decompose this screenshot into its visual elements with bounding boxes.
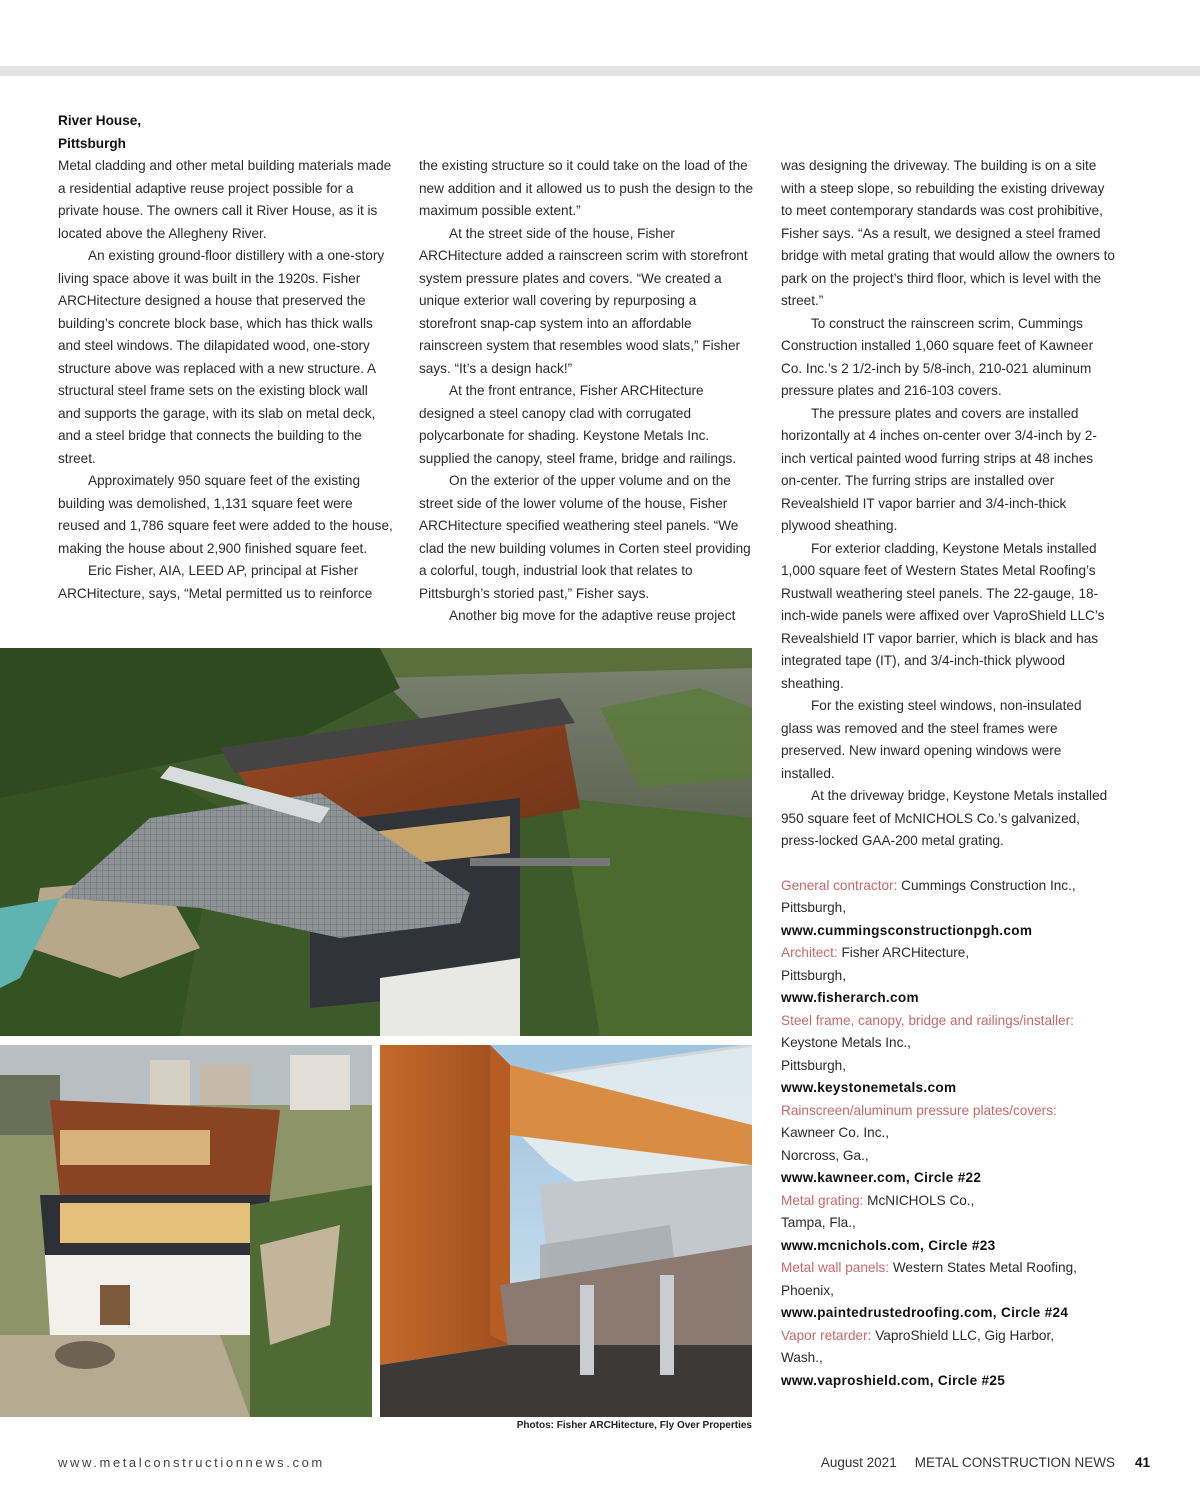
article-column-2 xyxy=(419,155,755,628)
paragraph: Metal cladding and other metal building materials made a residential adaptive reuse project possible for a private house. The owners call it River House, as it is located above the Allegheny River. xyxy=(58,158,392,241)
credit-company: Western States Metal Roofing, xyxy=(892,1260,1077,1275)
credit-location: Norcross, Ga., xyxy=(781,1147,869,1163)
credit-location: Pittsburgh, xyxy=(781,900,846,915)
credit-label: Steel frame, canopy, bridge and railings/installer: xyxy=(781,1012,1074,1028)
credit-company: Kawneer Co. Inc., xyxy=(781,1125,890,1140)
top-band xyxy=(0,66,1200,76)
credit-label: Rainscreen/aluminum pressure plates/covers: xyxy=(781,1102,1057,1118)
paragraph: At the street side of the house, Fisher ARCHitecture added a rainscreen scrim with storefront system pressure plates and covers. “We created a unique exterior wall covering by repurposing a storefront snap-cap system into an affordable rainscreen system that resembles wood slats,” Fisher says. “It’s a design hack!” xyxy=(419,225,748,376)
heading-line-2: Pittsburgh xyxy=(58,135,126,151)
footer-website[interactable]: www.metalconstructionnews.com xyxy=(58,1455,325,1470)
credit-company: Fisher ARCHitecture, xyxy=(841,945,970,960)
paragraph: the existing structure so it could take on the load of the new addition and it allowed us to push the design to the maximum possible extent.” xyxy=(419,158,754,218)
paragraph: For the existing steel windows, non-insulated glass was removed and the steel frames were preserved. New inward opening windows were installed. xyxy=(781,698,1082,781)
paragraph: Another big move for the adaptive reuse project xyxy=(449,608,736,623)
credit-label: Architect: xyxy=(781,945,838,960)
article-heading xyxy=(58,110,394,155)
credit-location: Wash., xyxy=(781,1350,823,1365)
paragraph: Eric Fisher, AIA, LEED AP, principal at Fisher ARCHitecture, says, “Metal permitted us to reinforce xyxy=(58,563,373,601)
credit-url[interactable]: www.kawneer.com, Circle #22 xyxy=(781,1170,982,1185)
credit-entry xyxy=(781,1325,1115,1393)
house-hillside-illustration xyxy=(0,1045,372,1417)
credit-location: Phoenix, xyxy=(781,1282,834,1298)
credit-location: Pittsburgh, xyxy=(781,967,846,983)
paragraph: Approximately 950 square feet of the existing building was demolished, 1,131 square feet were reused and 1,786 square feet were added to the house, making the house about 2,900 finished square feet. xyxy=(58,473,393,556)
heading-line-1: River House, xyxy=(58,113,142,128)
article-column-3 xyxy=(781,155,1115,1392)
credit-url[interactable]: www.keystonemetals.com xyxy=(781,1080,957,1095)
credit-location: Tampa, Fla., xyxy=(781,1215,856,1230)
credit-url[interactable]: www.vaproshield.com, Circle #25 xyxy=(781,1372,1006,1388)
credit-entry xyxy=(781,875,1115,943)
photo-credit-caption: Photos: Fisher ARCHitecture, Fly Over Properties xyxy=(516,1420,752,1431)
credit-label: Vapor retarder: xyxy=(781,1327,872,1343)
credit-url[interactable]: www.mcnichols.com, Circle #23 xyxy=(781,1237,996,1253)
credit-company: VaproShield LLC, Gig Harbor, xyxy=(875,1327,1055,1343)
paragraph: For exterior cladding, Keystone Metals installed 1,000 square feet of Western States Metal Roofing’s Rustwall weathering steel panels. The 22-gauge, 18-inch-wide panels were affixed over VaproShield LLC’s Revealshield IT vapor barrier, which is black and has integrated tape (IT), and 3/4-inch-thick plywood sheathing. xyxy=(781,540,1105,691)
canopy-detail-photo xyxy=(380,1045,752,1417)
aerial-house-illustration xyxy=(0,648,752,1036)
credit-url[interactable]: www.fisherarch.com xyxy=(781,990,919,1005)
credit-label: General contractor: xyxy=(781,877,898,893)
credit-entry xyxy=(781,1100,1115,1190)
credit-company: McNICHOLS Co., xyxy=(867,1192,975,1208)
credit-entry xyxy=(781,1257,1115,1325)
credit-company: Cummings Construction Inc., xyxy=(901,877,1076,893)
credit-company: Keystone Metals Inc., xyxy=(781,1035,911,1050)
article-column-1 xyxy=(58,110,394,605)
footer-meta xyxy=(803,1455,1150,1470)
credit-location: Pittsburgh, xyxy=(781,1057,846,1073)
page-number: 41 xyxy=(1134,1455,1150,1470)
footer-publication: METAL CONSTRUCTION NEWS xyxy=(914,1455,1115,1470)
paragraph: On the exterior of the upper volume and on the street side of the lower volume of the house, Fisher ARCHitecture specified weathering steel panels. “We clad the new building volumes in Corten steel providing a colorful, tough, industrial look that relates to Pittsburgh’s storied past,” Fisher says. xyxy=(419,473,751,601)
project-credits xyxy=(781,875,1115,1393)
credit-label: Metal wall panels: xyxy=(781,1260,890,1275)
paragraph: was designing the driveway. The building is on a site with a steep slope, so rebuilding the existing driveway to meet contemporary standards was cost prohibitive, Fisher says. “As a result, we designed a steel framed bridge with metal grating that would allow the owners to park on the project’s third floor, which is level with the street.” xyxy=(781,158,1115,308)
canopy-detail-illustration xyxy=(380,1045,752,1417)
credit-url[interactable]: www.cummingsconstructionpgh.com xyxy=(781,922,1033,938)
house-hillside-photo xyxy=(0,1045,372,1417)
paragraph: An existing ground-floor distillery with a one-story living space above it was built in the 1920s. Fisher ARCHitecture designed a house that preserved the building’s concrete block base, which has thick walls and steel windows. The dilapidated wood, one-story structure above was replaced with a new structure. A structural steel frame sets on the existing block wall and supports the garage, with its slab on metal deck, and a steel bridge that connects the building to the street. xyxy=(58,248,385,466)
paragraph: To construct the rainscreen scrim, Cummings Construction installed 1,060 square feet of Kawneer Co. Inc.’s 2 1/2-inch by 5/8-inch, 210-021 aluminum pressure plates and 216-103 covers. xyxy=(781,315,1094,398)
paragraph: At the front entrance, Fisher ARCHitecture designed a steel canopy clad with corrugated polycarbonate for shading. Keystone Metals Inc. supplied the canopy, steel frame, bridge and railings. xyxy=(419,383,737,466)
footer-date: August 2021 xyxy=(820,1455,897,1470)
credit-entry xyxy=(781,942,1115,1010)
paragraph: The pressure plates and covers are installed horizontally at 4 inches on-center over 3/4-inch by 2-inch vertical painted wood furring strips at 48 inches on-center. The furring strips are installed over Revealshield IT vapor barrier and 3/4-inch-thick plywood sheathing. xyxy=(781,405,1097,533)
credit-entry xyxy=(781,1010,1115,1100)
paragraph: At the driveway bridge, Keystone Metals installed 950 square feet of McNICHOLS Co.’s galvanized, press-locked GAA-200 metal grating. xyxy=(781,788,1108,848)
credit-url[interactable]: www.paintedrustedroofing.com, Circle #24 xyxy=(781,1305,1069,1320)
aerial-house-photo xyxy=(0,648,752,1036)
credit-entry xyxy=(781,1190,1115,1258)
credit-label: Metal grating: xyxy=(781,1192,864,1208)
